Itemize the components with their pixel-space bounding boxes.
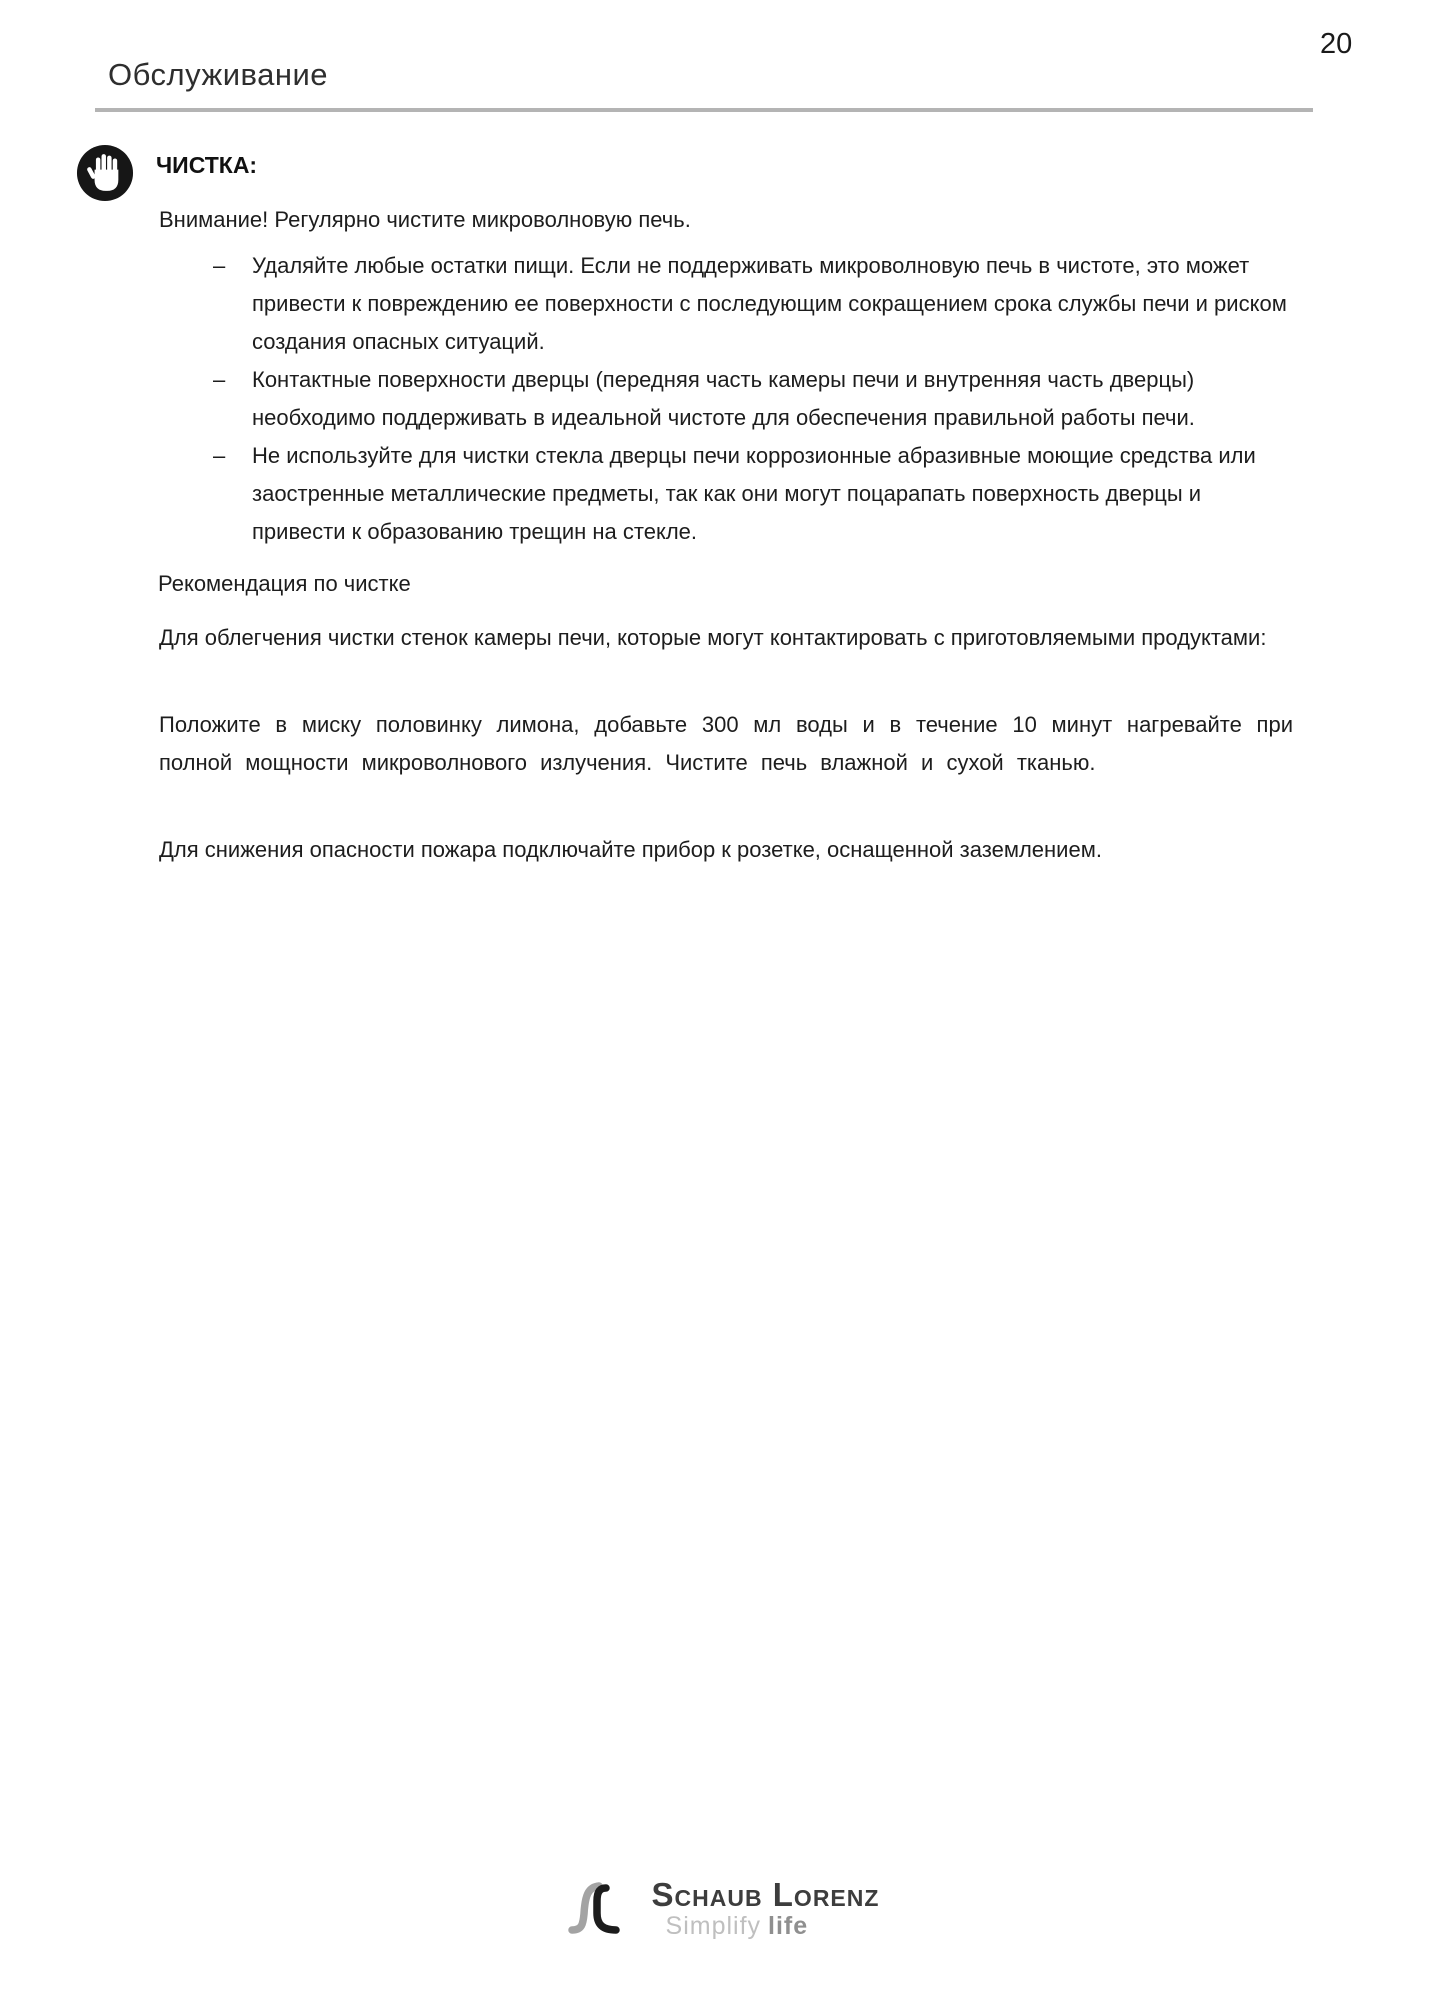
paragraph: Для облегчения чистки стенок камеры печи, которые могут контактировать с приготовляемыми продуктами: — [159, 625, 1267, 650]
page-title: Обслуживание — [108, 57, 329, 92]
bullet-list — [213, 247, 1298, 551]
tagline-simplify: Simplify — [665, 1912, 762, 1940]
brand-tagline — [666, 1913, 880, 1939]
sl-monogram-icon — [568, 1880, 642, 1938]
bullet-dash: – — [213, 443, 226, 468]
paragraph: Для снижения опасности пожара подключайте прибор к розетке, оснащенной заземлением. — [159, 837, 1102, 862]
bullet-text: Контактные поверхности дверцы (передняя часть камеры печи и внутренняя часть дверцы) необходимо поддерживать в идеальной чистоте для обеспечения правильной работы печи. — [252, 367, 1195, 430]
brand-name: Schaub Lorenz — [651, 1876, 880, 1913]
bullet-text: Не используйте для чистки стекла дверцы печи коррозионные абразивные моющие средства или заостренные металлические предметы, так как они могут поцарапать поверхность дверцы и привести к образованию трещин на стекле. — [252, 443, 1256, 544]
list-item — [213, 437, 1298, 551]
list-item — [213, 361, 1298, 437]
bullet-dash: – — [213, 253, 226, 278]
list-item — [213, 247, 1298, 361]
intro-paragraph: Внимание! Регулярно чистите микроволновую печь. — [159, 207, 691, 232]
recommendation-subheading: Рекомендация по чистке — [158, 571, 411, 596]
page-number: 20 — [1320, 28, 1353, 60]
bullet-dash: – — [213, 367, 226, 392]
header-divider — [95, 108, 1313, 112]
bullet-text: Удаляйте любые остатки пищи. Если не поддерживать микроволновую печь в чистоте, это может привести к повреждению ее поверхности с последующим сокращением срока службы печи и риском создания опасных ситуаций. — [252, 253, 1287, 354]
tagline-life: life — [768, 1912, 809, 1940]
paragraph: Положите в миску половинку лимона, добавьте 300 мл воды и в течение 10 минут нагревайте при полной мощности микроволнового излучения. Чистите печь влажной и сухой тканью. — [159, 712, 1293, 775]
section-heading: ЧИСТКА: — [156, 152, 258, 178]
footer-logo — [0, 1878, 1447, 1939]
brand-block — [652, 1878, 880, 1939]
stop-hand-icon — [76, 144, 134, 202]
